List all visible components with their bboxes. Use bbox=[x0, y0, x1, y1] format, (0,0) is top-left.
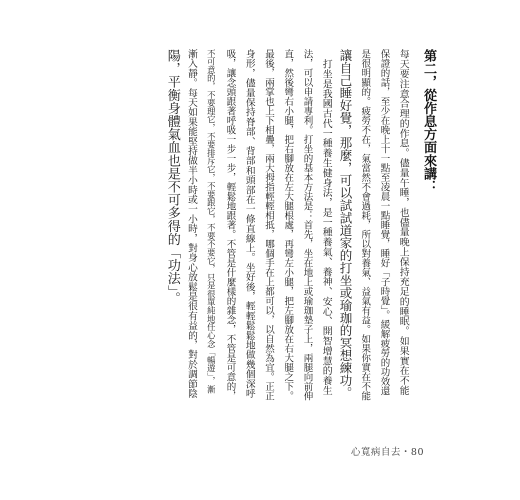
text-column: 最後，兩掌也上下相疊，兩大拇指輕輕相抵，哪個手在上都可以，以自然為宜。正正 bbox=[263, 49, 274, 401]
page-footer: 心寬病自去・80 bbox=[350, 447, 424, 458]
text-column: 陽，平衡身體氣血也是不可多得的「功法」。 bbox=[164, 49, 180, 305]
text-column: 讓自己睡好覺，那麼，可以試試道家的打坐或瑜珈的冥想練功。 bbox=[338, 49, 353, 399]
text-column: 漸入靜。每天如果能堅持做半小時或一小時，對身心放鬆是很有益的，對於調節陰 bbox=[186, 49, 197, 399]
text-column: 法，可以申請專利。打坐的基本方法是：首先，坐在地上或瑜珈墊子上，兩腿向前伸 bbox=[301, 49, 313, 401]
text-column: 身形，儘量保持脊部、背部和頭部在一條直線上。坐好後，輕輕鬆鬆地做幾個深呼 bbox=[243, 49, 255, 399]
vertical-text-body bbox=[89, 49, 437, 401]
text-column: 保證的話，至少在晚上十一點至凌晨一點睡覺，睡好「子時覺」。緩解疲勞的功效還 bbox=[378, 49, 390, 396]
text-column: 是很明顯的。疲勞不在，氣當然不會過耗，所以對養氣、益氣有益。如果你實在不能 bbox=[359, 49, 371, 401]
text-column: 每天要注意合理的作息。儘量午睡，也儘量晚上保持充足的睡眠。如果實在不能 bbox=[397, 49, 409, 396]
text-column: 直，然後彎右小腿，把右腳放在左大腿根處，再彎左小腿，把左腳放在右大腿之下。 bbox=[282, 49, 294, 401]
text-column: 打坐是我國古代一種養生健身法，是一種養氣、養神、安心、開智增慧的養生 bbox=[320, 49, 332, 396]
text-column: 不可意的，不要理它，不要排斥它，不要跟它，不要不要它，只是很單純地任心念「暢遊」，漸 bbox=[206, 49, 217, 394]
text-column: 吸，讓念頭跟著呼吸一步一步，輕鬆地跟著。不管是什麼樣的雜念，不管是可意的， bbox=[224, 49, 236, 401]
section-heading: 第二，從作息方面來講： bbox=[421, 49, 436, 194]
